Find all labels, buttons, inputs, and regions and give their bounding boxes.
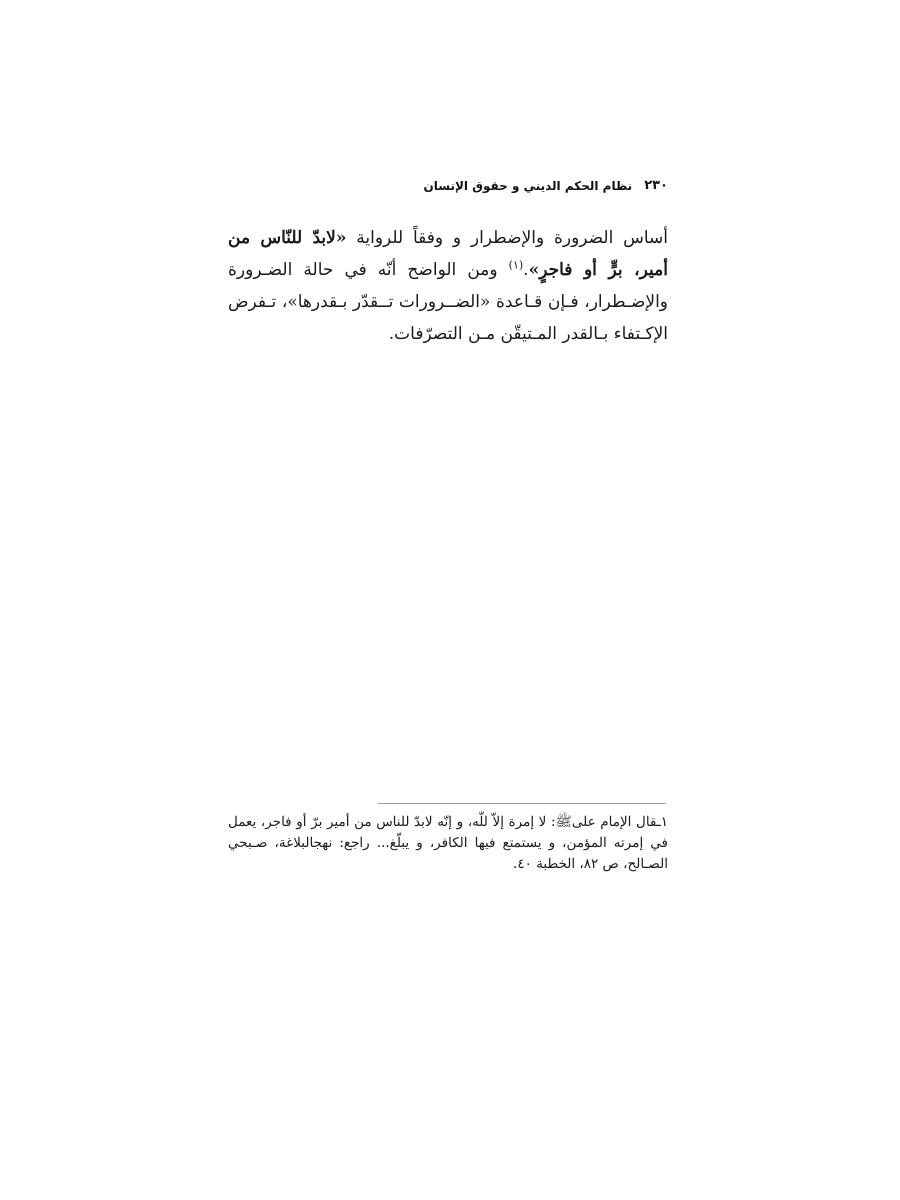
- body-text-part-3: ومن الواضح أنّه في حالة الضـرورة والإضـطرار، فـإن قـاعدة «الضــرورات تــقدّر بـقدرها»، تـفرض الإكـتفاء بـالقدر المـتيقّن مـن التصرّفات.: [228, 260, 668, 344]
- body-paragraph: [228, 222, 668, 350]
- body-text-part-1: أساس الضرورة والإضطرار و وفقاً للرواية: [346, 228, 668, 248]
- quoted-narration: «لابدّ للنّاس من أمير، برٍّ أو فاجرٍ»: [228, 228, 668, 280]
- footnotes: [228, 812, 668, 875]
- footnote-1: [228, 812, 668, 875]
- footnote-text: قال الإمام علىﷺ: لا إمرة إلاّ للّه، و إنّه لابدّ للناس من أمير برّ أو فاجر، يعمل في إمرته المؤمن، و يستمتع فيها الكافر، و يبلّغ... راجع: نهجالبلاغة، صـبحي الصـالح، ص ٨٢، الخطبة ٤٠.: [228, 814, 668, 872]
- running-title: نظام الحكم الديني و حقوق الإنسان: [423, 178, 633, 193]
- footnote-divider: [378, 803, 666, 804]
- footnote-marker: ١ـ: [656, 814, 668, 830]
- footnote-reference: (١): [508, 258, 524, 272]
- running-header: [423, 178, 668, 193]
- body-text-part-2: .: [523, 260, 529, 280]
- page-number: ٢٣٠: [644, 178, 668, 193]
